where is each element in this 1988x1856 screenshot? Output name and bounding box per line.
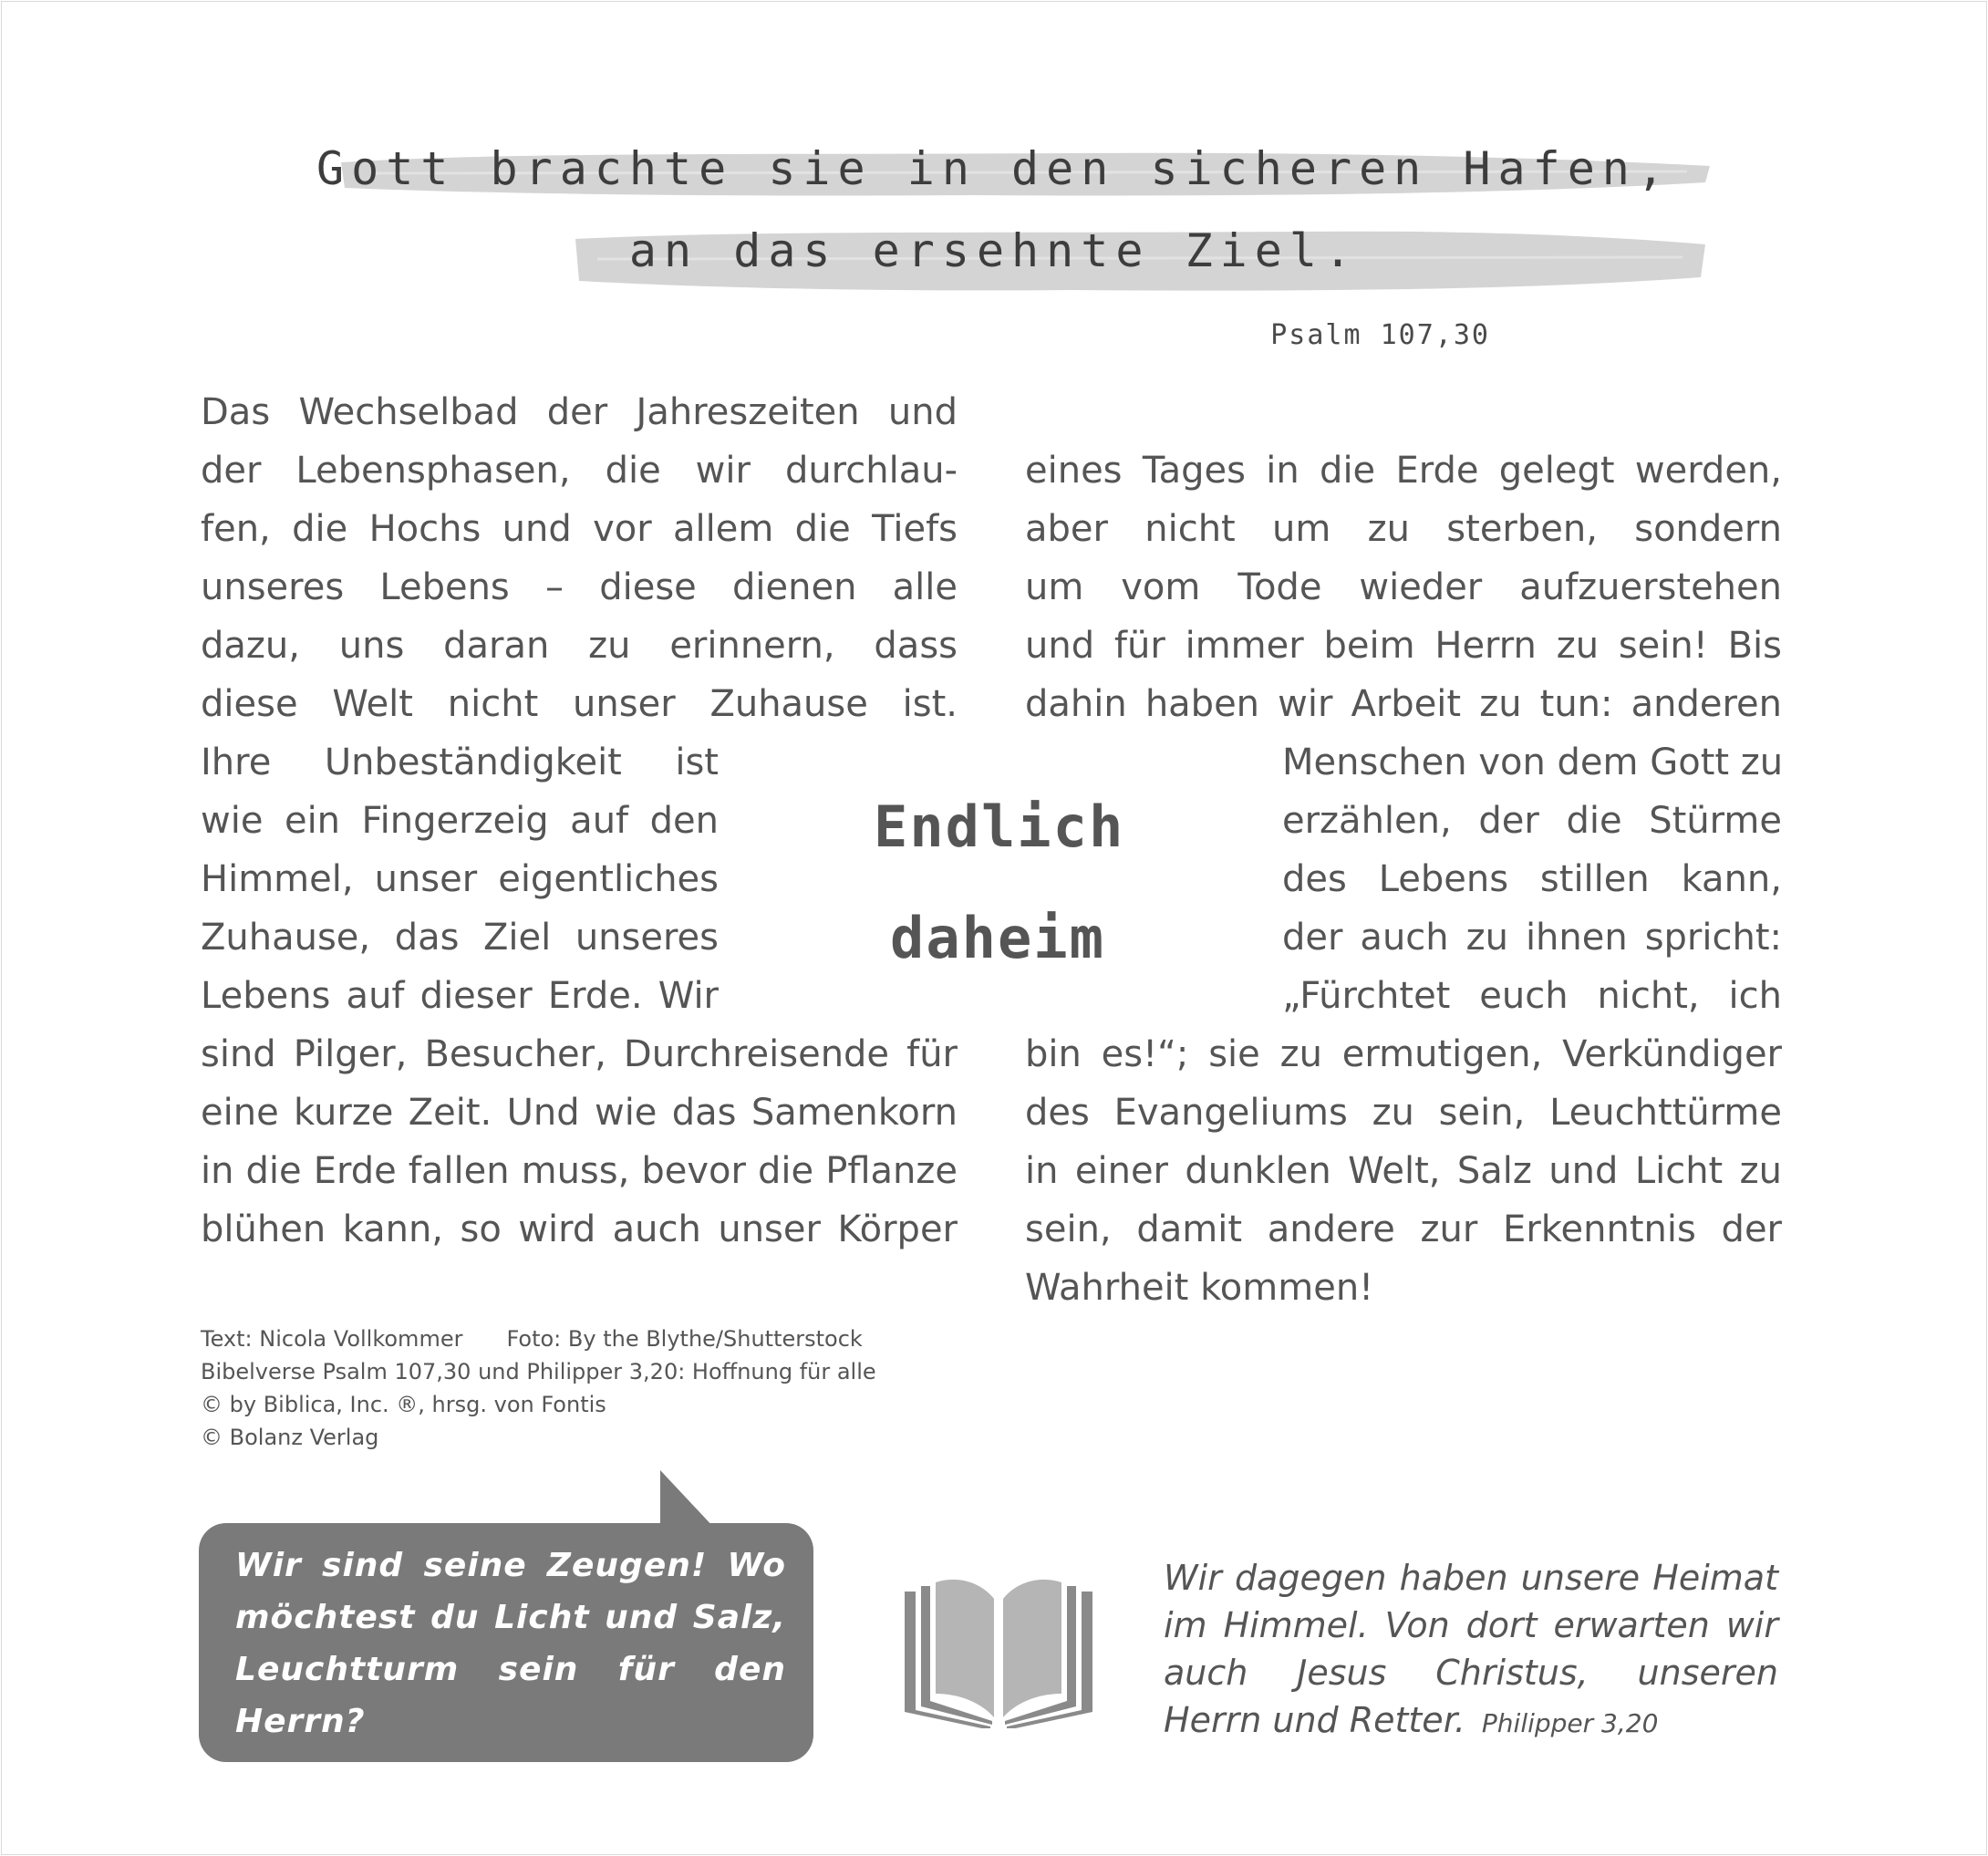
credit-text: Text: Nicola Vollkommer (201, 1326, 463, 1352)
left-line: Lebens auf dieser Erde. Wir (201, 975, 719, 1017)
left-line: blühen kann, so wird auch unser Körper (201, 1208, 958, 1250)
verse-line-2: an das ersehnte Ziel. (628, 224, 1360, 277)
left-line: eine kurze Zeit. Und wie das Samenkorn (201, 1092, 958, 1134)
right-line: Wahrheit kommen! (1025, 1267, 1374, 1309)
right-line: in einer dunklen Welt, Salz und Licht zu (1025, 1150, 1782, 1192)
quote-line-last (1164, 1696, 1778, 1744)
right-line: erzählen, der die Stürme (1282, 800, 1782, 842)
right-line: aber nicht um zu sterben, sondern (1025, 508, 1782, 550)
title-endlich: Endlich (874, 793, 1125, 860)
quote-line: auch Jesus Christus, unseren (1164, 1653, 1778, 1693)
credit-biblica: © by Biblica, Inc. ®, hrsg. von Fontis (201, 1392, 606, 1417)
bubble-line: Wir sind seine Zeugen! Wo (235, 1547, 786, 1584)
left-line: dazu, uns daran zu erinnern, dass (201, 625, 958, 667)
quote-line: Herrn und Retter. (1164, 1700, 1465, 1740)
left-line: Das Wechselbad der Jahreszeiten und (201, 391, 958, 433)
right-line: sein, damit andere zur Erkenntnis der (1025, 1208, 1782, 1250)
right-line: und für immer beim Herrn zu sein! Bis (1025, 625, 1782, 667)
left-line: Ihre Unbeständigkeit ist (201, 741, 719, 783)
right-line: eines Tages in die Erde gelegt werden, (1025, 450, 1782, 492)
verse-reference: Psalm 107,30 (1270, 319, 1490, 351)
bubble-line: Herrn? (235, 1703, 366, 1740)
bubble-line: möchtest du Licht und Salz, (235, 1599, 786, 1636)
quote-line: im Himmel. Von dort erwarten wir (1164, 1605, 1778, 1645)
left-line: in die Erde fallen muss, bevor die Pflanze (201, 1150, 958, 1192)
right-line: Menschen von dem Gott zu (1282, 741, 1784, 783)
credits (201, 1322, 876, 1454)
bubble-line: Leuchtturm sein für den (235, 1651, 786, 1688)
verse-line-1: Gott brachte sie in den sicheren Hafen, (316, 142, 1672, 195)
title-daheim: daheim (890, 905, 1105, 971)
right-line: des Evangeliums zu sein, Leuchttürme (1025, 1092, 1782, 1134)
credit-publisher: © Bolanz Verlag (201, 1425, 379, 1450)
open-book-icon (903, 1573, 1094, 1728)
left-line: fen, die Hochs und vor allem die Tiefs (201, 508, 958, 550)
left-line: sind Pilger, Besucher, Durchreisende für (201, 1033, 958, 1075)
speech-bubble-text (235, 1540, 786, 1747)
right-line: des Lebens stillen kann, (1282, 858, 1782, 900)
left-line: Zuhause, das Ziel unseres (201, 917, 719, 959)
bible-quote (1164, 1554, 1778, 1744)
right-line: der auch zu ihnen spricht: (1282, 917, 1782, 959)
left-line: diese Welt nicht unser Zuhause ist. (201, 683, 958, 725)
left-line: wie ein Fingerzeig auf den (201, 800, 719, 842)
left-line: Himmel, unser eigentliches (201, 858, 719, 900)
right-line: bin es!“; sie zu ermutigen, Verkündiger (1025, 1033, 1782, 1075)
left-line: der Lebensphasen, die wir durchlau- (201, 450, 958, 492)
credit-photo: Foto: By the Blythe/Shutterstock (506, 1326, 863, 1352)
quote-reference: Philipper 3,20 (1481, 1708, 1659, 1738)
right-line: dahin haben wir Arbeit zu tun: anderen (1025, 683, 1782, 725)
right-line: um vom Tode wieder aufzuerstehen (1025, 566, 1782, 608)
left-line: unseres Lebens – diese dienen alle (201, 566, 958, 608)
credit-bible: Bibelverse Psalm 107,30 und Philipper 3,20: Hoffnung für alle (201, 1359, 876, 1384)
right-line: „Fürchtet euch nicht, ich (1282, 975, 1782, 1017)
quote-line: Wir dagegen haben unsere Heimat (1164, 1558, 1778, 1598)
